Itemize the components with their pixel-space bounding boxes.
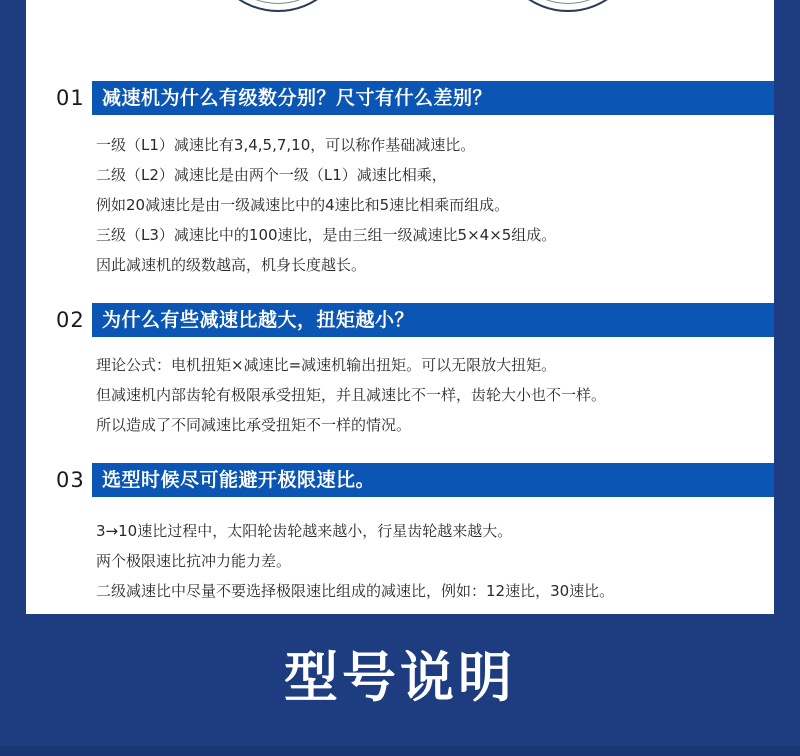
body-line: 两个极限速比抗冲力能力差。 <box>96 552 292 570</box>
section-title: 为什么有些减速比越大，扭矩越小？ <box>92 303 774 337</box>
body-line: 因此减速机的级数越高，机身长度越长。 <box>96 256 367 274</box>
section-title: 选型时候尽可能避开极限速比。 <box>92 463 774 497</box>
body-line: 3→10速比过程中，太阳轮齿轮越来越小，行星齿轮越来越大。 <box>96 522 513 540</box>
footer-heading: 型号说明 <box>284 646 516 709</box>
section-number: 02 <box>56 308 85 332</box>
body-line: 三级（L3）减速比中的100速比，是由三组一级减速比5×4×5组成。 <box>96 226 557 244</box>
section-number: 03 <box>56 468 85 492</box>
body-line: 理论公式：电机扭矩×减速比=减速机输出扭矩。可以无限放大扭矩。 <box>96 356 557 374</box>
body-line: 二级（L2）减速比是由两个一级（L1）减速比相乘， <box>96 166 447 184</box>
bottom-divider <box>0 746 800 756</box>
section-number: 01 <box>56 86 85 110</box>
body-line: 一级（L1）减速比有3,4,5,7,10，可以称作基础减速比。 <box>96 136 476 154</box>
section-body <box>96 516 614 606</box>
product-circle-right-icon <box>496 0 640 12</box>
body-line: 但减速机内部齿轮有极限承受扭矩，并且减速比不一样，齿轮大小也不一样。 <box>96 386 607 404</box>
body-line: 二级减速比中尽量不要选择极限速比组成的减速比，例如：12速比，30速比。 <box>96 582 615 600</box>
body-line: 所以造成了不同减速比承受扭矩不一样的情况。 <box>96 416 412 434</box>
section-body <box>96 130 556 280</box>
section-title: 减速机为什么有级数分别？尺寸有什么差别？ <box>92 81 774 115</box>
section-body <box>96 350 606 440</box>
body-line: 例如20减速比是由一级减速比中的4速比和5速比相乘而组成。 <box>96 196 510 214</box>
product-circle-left-icon <box>206 0 350 12</box>
